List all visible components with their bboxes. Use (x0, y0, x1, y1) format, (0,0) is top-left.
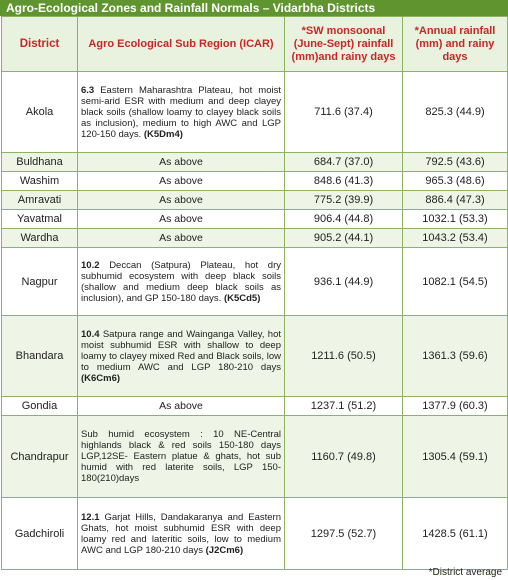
page-title: Agro-Ecological Zones and Rainfall Normals – Vidarbha Districts (0, 0, 508, 16)
annual-rainfall-cell: 965.3 (48.6) (403, 172, 508, 191)
sw-rainfall-cell: 848.6 (41.3) (285, 172, 403, 191)
table-row (2, 416, 508, 498)
table-row (2, 72, 508, 153)
region-text: Sub humid ecosystem : 10 NE-Central highlands black & red soils 150-180 days LGP,12SE- Eastern platue & ghats, hot sub humid with red laterite soils, LGP 150-180(210)days (81, 429, 281, 484)
region-cell (78, 416, 285, 498)
annual-rainfall-cell: 1043.2 (53.4) (403, 229, 508, 248)
region-tag: (K6Cm6) (81, 372, 121, 384)
annual-rainfall-cell: 1361.3 (59.6) (403, 316, 508, 397)
region-cell: As above (78, 229, 285, 248)
region-code: 6.3 (81, 84, 95, 96)
annual-rainfall-cell: 825.3 (44.9) (403, 72, 508, 153)
table-row (2, 498, 508, 570)
table-row (2, 316, 508, 397)
annual-rainfall-cell: 1377.9 (60.3) (403, 397, 508, 416)
table-row (2, 397, 508, 416)
rainfall-table (1, 16, 508, 570)
header-district: District (2, 17, 78, 72)
region-cell: As above (78, 191, 285, 210)
region-code: 10.2 (81, 259, 100, 271)
sw-rainfall-cell: 684.7 (37.0) (285, 153, 403, 172)
district-cell: Buldhana (2, 153, 78, 172)
annual-rainfall-cell: 1428.5 (61.1) (403, 498, 508, 570)
region-text: Satpura range and Wainganga Valley, hot moist subhumid ESR with shallow to deep loamy to clayey mixed Red and Black soils, low to medium AWC and LGP 180-210 days (81, 328, 281, 373)
table-row (2, 191, 508, 210)
footnote: *District average (428, 567, 502, 578)
table-row (2, 210, 508, 229)
region-code: 12.1 (81, 511, 100, 523)
header-row (2, 17, 508, 72)
district-cell: Washim (2, 172, 78, 191)
table-body (2, 72, 508, 570)
table-row (2, 153, 508, 172)
sw-rainfall-cell: 1211.6 (50.5) (285, 316, 403, 397)
table-row (2, 172, 508, 191)
district-cell: Chandrapur (2, 416, 78, 498)
region-cell (78, 248, 285, 316)
district-cell: Nagpur (2, 248, 78, 316)
sw-rainfall-cell: 906.4 (44.8) (285, 210, 403, 229)
sw-rainfall-cell: 775.2 (39.9) (285, 191, 403, 210)
annual-rainfall-cell: 792.5 (43.6) (403, 153, 508, 172)
region-tag: (K5Cd5) (223, 292, 261, 304)
sw-rainfall-cell: 905.2 (44.1) (285, 229, 403, 248)
region-code: 10.4 (81, 328, 100, 340)
sw-rainfall-cell: 1237.1 (51.2) (285, 397, 403, 416)
annual-rainfall-cell: 1032.1 (53.3) (403, 210, 508, 229)
region-text: Eastern Maharashtra Plateau, hot moist semi-arid ESR with medium and deep clayey black soils (shallow loamy to clayey black soils as inclusion), medium to high AWC and LGP 120-150 days. (81, 84, 281, 140)
district-cell: Amravati (2, 191, 78, 210)
header-region: Agro Ecological Sub Region (ICAR) (78, 17, 285, 72)
district-cell: Wardha (2, 229, 78, 248)
annual-rainfall-cell: 886.4 (47.3) (403, 191, 508, 210)
district-cell: Gondia (2, 397, 78, 416)
annual-rainfall-cell: 1305.4 (59.1) (403, 416, 508, 498)
header-sw-rainfall: *SW monsoonal (June-Sept) rainfall (mm)and rainy days (285, 17, 403, 72)
region-text: Deccan (Satpura) Plateau, hot dry subhumid ecosystem with deep black soils (shallow and medium deep black soils as inclusion), and GP 150-180 days. (81, 259, 281, 304)
district-cell: Akola (2, 72, 78, 153)
region-cell: As above (78, 172, 285, 191)
sw-rainfall-cell: 936.1 (44.9) (285, 248, 403, 316)
district-cell: Gadchiroli (2, 498, 78, 570)
table-row (2, 229, 508, 248)
district-cell: Bhandara (2, 316, 78, 397)
district-cell: Yavatmal (2, 210, 78, 229)
region-cell: As above (78, 210, 285, 229)
annual-rainfall-cell: 1082.1 (54.5) (403, 248, 508, 316)
sw-rainfall-cell: 1160.7 (49.8) (285, 416, 403, 498)
region-cell (78, 316, 285, 397)
region-cell (78, 72, 285, 153)
sw-rainfall-cell: 711.6 (37.4) (285, 72, 403, 153)
table-row (2, 248, 508, 316)
region-cell: As above (78, 153, 285, 172)
region-cell (78, 498, 285, 570)
region-text: Garjat Hills, Dandakaranya and Eastern Ghats, hot moist subhumid ESR with deep loamy red and lateritic soils, low to medium AWC and LGP 180-210 days (81, 511, 281, 556)
region-cell: As above (78, 397, 285, 416)
region-tag: (J2Cm6) (205, 544, 244, 556)
region-tag: (K5Dm4) (143, 128, 183, 140)
header-annual-rainfall: *Annual rainfall (mm) and rainy days (403, 17, 508, 72)
sw-rainfall-cell: 1297.5 (52.7) (285, 498, 403, 570)
